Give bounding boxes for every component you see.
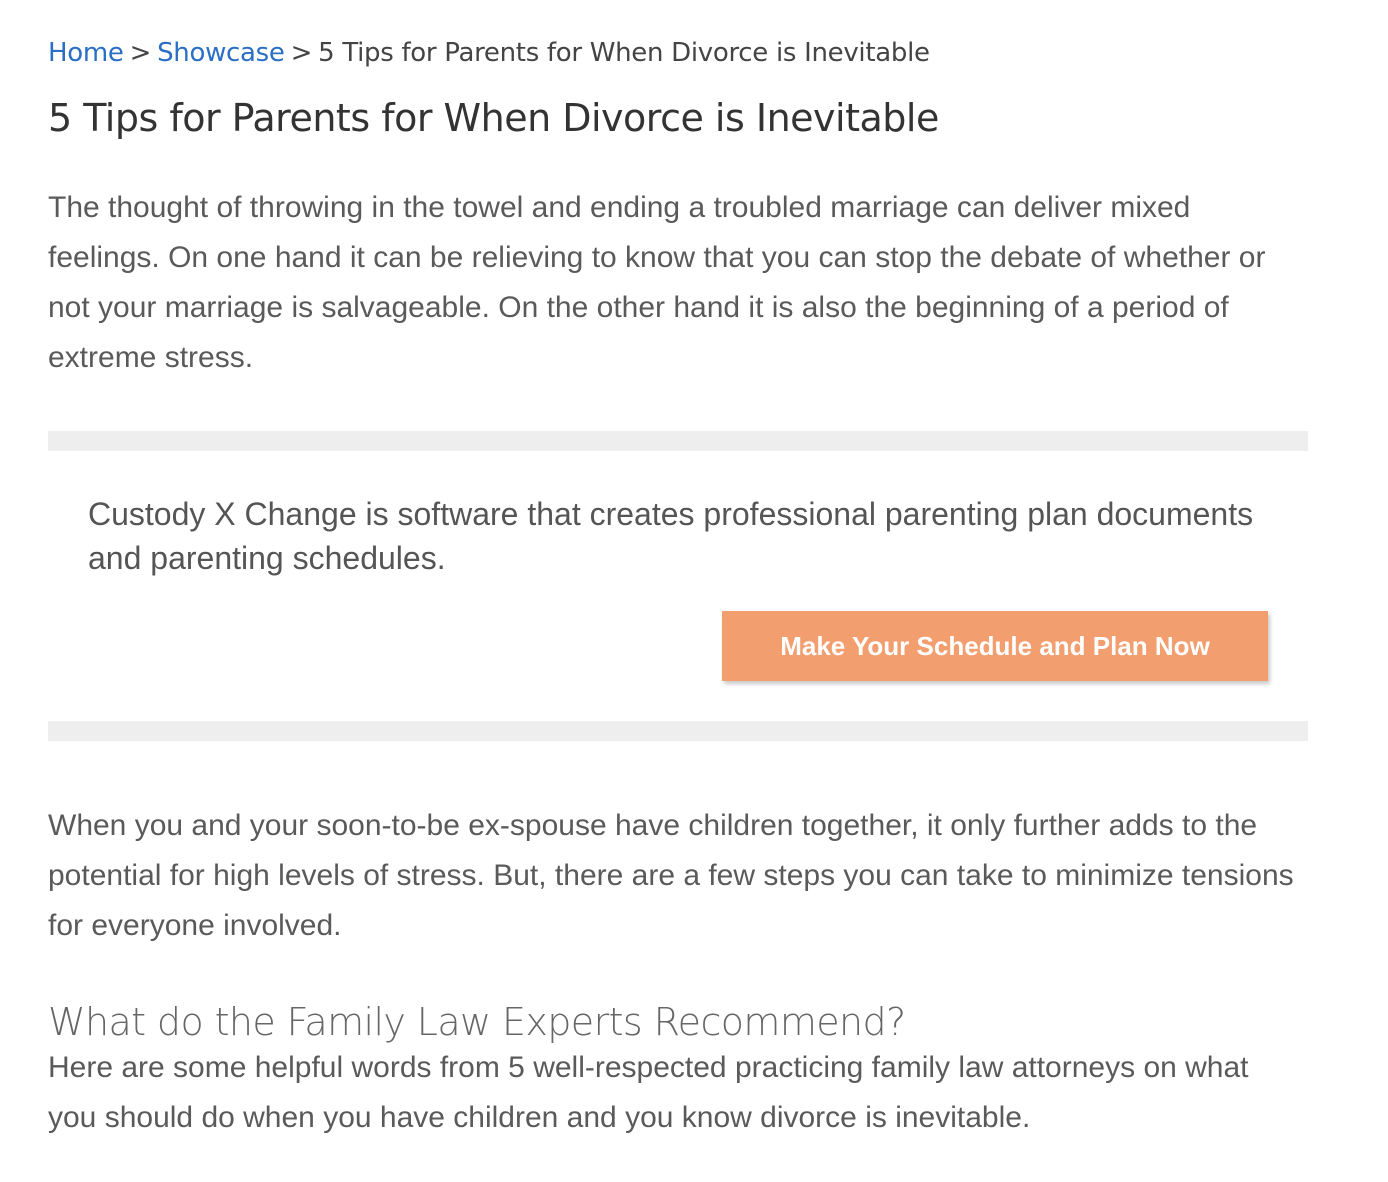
breadcrumb-separator: > — [290, 38, 313, 68]
make-schedule-button[interactable]: Make Your Schedule and Plan Now — [722, 611, 1268, 681]
body-paragraph: When you and your soon-to-be ex-spouse have children together, it only further adds to the potential for high levels of stress. But, there are a few steps you can take to minimize tensions for everyone involved. — [48, 809, 1294, 942]
breadcrumb-link-home[interactable]: Home — [48, 38, 124, 68]
breadcrumb — [48, 38, 930, 68]
page-title: 5 Tips for Parents for When Divorce is Inevitable — [48, 96, 939, 140]
section-heading: What do the Family Law Experts Recommend? — [48, 1000, 906, 1044]
promo-divider-bottom — [48, 721, 1308, 741]
breadcrumb-link-showcase[interactable]: Showcase — [157, 38, 285, 68]
breadcrumb-current: 5 Tips for Parents for When Divorce is Inevitable — [318, 38, 930, 68]
promo-text: Custody X Change is software that creates professional parenting plan documents and parenting schedules. — [88, 496, 1254, 576]
body-paragraph: Here are some helpful words from 5 well-respected practicing family law attorneys on what you should do when you have children and you know divorce is inevitable. — [48, 1051, 1249, 1134]
promo-divider-top — [48, 431, 1308, 451]
intro-paragraph: The thought of throwing in the towel and ending a troubled marriage can deliver mixed feelings. On one hand it can be relieving to know that you can stop the debate of whether or not your marriage is salvageable. On the other hand it is also the beginning of a period of extreme stress. — [48, 191, 1266, 374]
breadcrumb-separator: > — [129, 38, 152, 68]
